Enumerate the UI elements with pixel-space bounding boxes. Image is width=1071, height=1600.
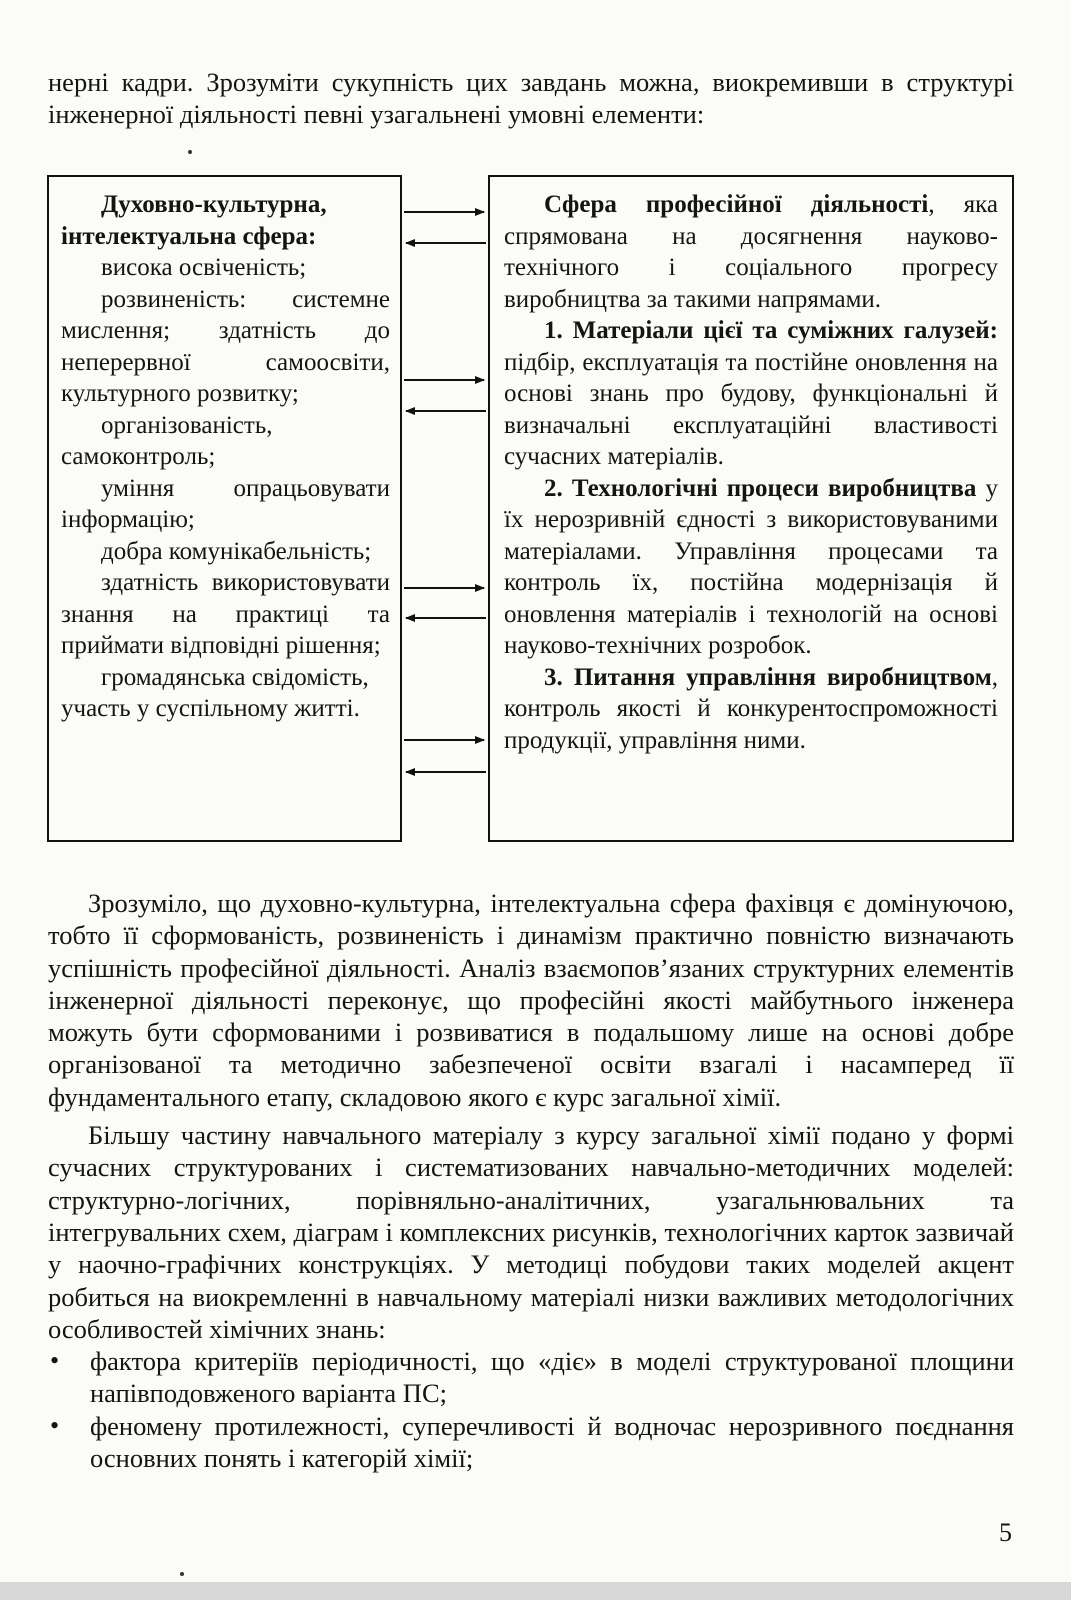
right-box-section — [504, 473, 998, 662]
left-box-item: уміння опрацьовувати інформацію; — [61, 474, 390, 533]
bullet-list — [48, 1345, 1014, 1474]
section-text: , контроль якості й конкурентоспроможності продукції, управління ними. — [504, 663, 998, 754]
left-box-item: громадянська свідомість, участь у суспільному житті. — [61, 663, 369, 722]
section-text: у їх нерозривній єдності з використовуваними матеріалами. Управління процесами та контроль їх, постійна модернізація й оновлення матеріалів і технологій на основі науково-технічних розробок. — [504, 474, 998, 659]
scan-speck — [188, 150, 192, 154]
left-box-item: здатність використовувати знання на практиці та приймати відповідні рішення; — [61, 569, 390, 659]
section-heading: 1. Матеріали цієї та суміжних галузей: — [544, 317, 998, 344]
body-text — [48, 887, 1014, 1474]
list-item — [48, 1345, 1014, 1410]
scan-speck — [180, 1572, 184, 1576]
page-number: 5 — [999, 1518, 1012, 1547]
list-item-text: феномену протилежності, суперечливості й водночас нерозривного поєднання основних понять і категорій хімії; — [90, 1410, 1014, 1474]
left-box-item: добра комунікабельність; — [101, 537, 372, 565]
bullet-icon: • — [50, 1410, 60, 1440]
left-box-item: висока освіченість; — [101, 254, 307, 281]
professional-activity-sphere-box — [488, 175, 1014, 842]
right-box-section — [504, 315, 998, 473]
left-box-item: організованість, самоконтроль; — [61, 411, 273, 470]
intro-paragraph — [48, 66, 1014, 130]
right-box-intro-rest: , яка спрямована на досягнення науково-технічного і соціального прогресу виробництва за такими напрямами. — [504, 191, 998, 313]
paragraph: Більшу частину навчального матеріалу з курсу загальної хімії подано у формі сучасних структурованих і систематизованих навчально-методичних моделей: структурно-логічних, порівняльно-аналітичних, узагальнювальних та інтегрувальних схем, діаграм і комплексних рисунків, технологічних карток зазвичай у наочно-графічних конструкціях. У методиці побудови таких моделей акцент робиться на виокремленні в навчальному матеріалі низки важливих методологічних особливостей хімічних знань: — [48, 1120, 1014, 1344]
list-item-text: фактора критеріїв періодичності, що «діє» в моделі структурованої площини напівподовженого варіанта ПС; — [90, 1346, 1014, 1409]
paragraph: Зрозуміло, що духовно-культурна, інтелектуальна сфера фахівця є домінуючою, тобто її сформованість, розвиненість і динамізм практично повністю визначають успішність професійної діяльності. Аналіз взаємопов’язаних структурних елементів інженерної діяльності переконує, що професійні якості майбутнього інженера можуть бути сформованими і розвиватися в подальшому лише на основі добре організованої та методично забезпеченої освіти взагалі і насамперед її фундаментального етапу, складовою якого є курс загальної хімії. — [48, 888, 1014, 1112]
left-box-heading: Духовно-культурна, інтелектуальна сфера: — [61, 191, 327, 250]
right-box-section — [504, 662, 998, 757]
right-box-heading: Сфера професійної діяльності — [544, 191, 929, 218]
list-item — [48, 1410, 1014, 1475]
bullet-icon: • — [50, 1346, 60, 1376]
section-text: підбір, експлуатація та постійне оновлення на основі знань про будову, функціональні й визначальні експлуатаційні властивості сучасних матеріалів. — [504, 348, 998, 470]
section-heading: 2. Технологічні процеси виробництва — [544, 474, 977, 502]
right-box-intro — [504, 189, 998, 315]
section-heading: 3. Питання управління виробництвом — [544, 663, 992, 691]
intro-text: нерні кадри. Зрозуміти сукупність цих завдань можна, виокремивши в структурі інженерної діяльності певні узагальнені умовні елементи: — [48, 67, 1014, 129]
spiritual-cultural-sphere-box — [47, 175, 402, 842]
left-box-item: розвиненість: системне мислення; здатність до неперервної самоосвіти, культурного розвитку; — [61, 285, 390, 407]
scan-edge — [0, 1582, 1071, 1600]
